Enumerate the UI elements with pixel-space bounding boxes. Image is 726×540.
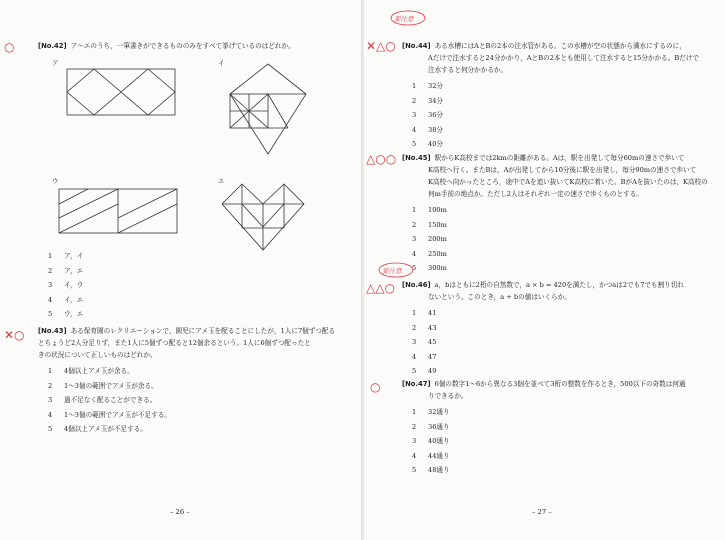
figure-e-diagram — [220, 182, 306, 252]
option-4[interactable]: 4 250m — [412, 249, 447, 258]
option-1[interactable]: 1 4個以上アメ玉が余る。 — [48, 367, 134, 375]
question-text-line-3: K高校へ向かったところ，途中でAを追い抜いてK高校に着いた。BがAを抜いたのは，K高校の — [428, 178, 708, 186]
option-4[interactable]: 4 イ，エ — [48, 295, 84, 304]
option-5[interactable]: 5 ウ，エ — [48, 310, 84, 319]
option-1[interactable]: 1 100m — [412, 206, 447, 214]
option-3[interactable]: 3 過不足なく配ることができる。 — [48, 396, 157, 405]
question-44 — [402, 40, 699, 152]
question-43 — [38, 325, 335, 437]
q45-handwritten-mark: △○○ — [366, 152, 397, 166]
option-4[interactable]: 4 44通り — [412, 451, 450, 460]
question-text-line-4: 何m手前の地点か。ただし2人はそれぞれ一定の速さで歩くものとする。 — [428, 190, 643, 198]
option-3[interactable]: 3 45 — [412, 338, 437, 347]
figure-label-u: ウ — [52, 177, 59, 185]
question-47 — [402, 378, 686, 478]
question-number: [No.42] — [38, 42, 67, 50]
handwritten-note-q46: 要注意 — [382, 267, 402, 275]
question-number: [No.45] — [402, 154, 431, 162]
option-4[interactable]: 4 1〜3個の範囲でアメ玉が不足する。 — [48, 410, 171, 419]
answer-options — [38, 249, 83, 322]
option-2[interactable]: 2 43 — [412, 323, 437, 332]
option-5[interactable]: 5 49 — [412, 367, 437, 376]
option-1[interactable]: 1 32通り — [412, 408, 450, 416]
answer-options — [402, 405, 686, 478]
figure-label-a: ア — [52, 59, 59, 67]
question-42 — [38, 40, 295, 52]
q43-handwritten-mark: ✕○ — [4, 328, 25, 342]
option-5[interactable]: 5 300m — [412, 264, 447, 273]
option-3[interactable]: 3 40通り — [412, 437, 450, 446]
option-2[interactable]: 2 1〜3個の範囲でアメ玉が余る。 — [48, 381, 158, 390]
answer-options — [402, 79, 699, 152]
option-4[interactable]: 4 38分 — [412, 125, 443, 134]
figure-u-diagram — [58, 188, 178, 234]
option-2[interactable]: 2 ア，エ — [48, 266, 84, 275]
answer-options — [38, 364, 335, 437]
question-text-line-2: ないという。このとき，a + bの値はいくらか。 — [428, 293, 571, 301]
page-number-right: – 27 – — [532, 508, 552, 516]
option-3[interactable]: 3 イ，ウ — [48, 281, 84, 290]
question-text-line-3: 注水すると何分かかるか。 — [428, 66, 508, 74]
q42-handwritten-mark: ○ — [4, 40, 15, 54]
option-1[interactable]: 1 32分 — [412, 82, 443, 90]
question-number: [No.47] — [402, 380, 431, 388]
question-text-line-2: K高校へ行く。またBは，Aが出発してから10分後に駅を出発し，毎分90mの速さで歩いて — [428, 166, 697, 174]
option-5[interactable]: 5 4個以上アメ玉が不足する。 — [48, 425, 147, 434]
left-page — [0, 0, 362, 540]
q44-handwritten-mark: ✕△○ — [366, 39, 396, 53]
answer-options — [402, 203, 708, 276]
handwritten-note-top: 要注意 — [394, 15, 414, 23]
right-page — [364, 0, 726, 540]
question-42-options — [38, 246, 83, 322]
question-text-line-2: とちょうど2人分足りず，また1人に5個ずつ配ると12個余るという。1人に6個ずつ配ったと — [38, 339, 311, 347]
question-text-line-2: りできるか。 — [428, 392, 468, 400]
figure-label-e: エ — [218, 177, 225, 185]
option-5[interactable]: 5 40分 — [412, 140, 443, 149]
option-2[interactable]: 2 150m — [412, 220, 447, 229]
question-46 — [402, 279, 684, 379]
note-circle-icon — [390, 10, 426, 26]
option-4[interactable]: 4 47 — [412, 352, 437, 361]
q46-handwritten-mark: △△○ — [366, 281, 395, 295]
question-number: [No.46] — [402, 281, 431, 289]
option-5[interactable]: 5 48通り — [412, 466, 450, 475]
option-3[interactable]: 3 200m — [412, 235, 447, 244]
figure-label-i: イ — [218, 59, 225, 67]
figure-i-diagram — [228, 62, 308, 156]
option-2[interactable]: 2 36通り — [412, 422, 450, 431]
option-1[interactable]: 1 ア，イ — [48, 252, 84, 260]
question-text-line-3: きの状況について正しいものはどれか。 — [38, 351, 157, 359]
option-2[interactable]: 2 34分 — [412, 96, 443, 105]
question-text-line-1: 6個の数字1〜6から異なる3個を並べて3桁の整数を作るとき，500以下の奇数は何通 — [434, 380, 686, 388]
question-text: ア〜エのうち，一筆書きができるもののみをすべて挙げているのはどれか。 — [70, 42, 295, 50]
question-text-line-1: ある水槽にはAとBの2本の注水管がある。この水槽が空の状態から満水にするのに， — [434, 42, 686, 50]
question-number: [No.44] — [402, 42, 431, 50]
question-text-line-1: ある保育園のレクリエーションで，園児にアメ玉を配ることにしたが，1人に7個ずつ配る — [70, 327, 336, 335]
question-text-line-1: a，bはともに2桁の自然数で，a × b = 420を満たし，かつaは2でも7でも割り切れ — [434, 281, 684, 289]
question-text-line-1: 駅からK高校までは2kmの距離がある。Aは，駅を出発して毎分60mの速さで歩いて — [434, 154, 685, 162]
q47-handwritten-mark: ○ — [370, 380, 381, 394]
note-circle-icon — [378, 262, 414, 278]
answer-options — [402, 306, 684, 379]
figure-a-diagram — [66, 68, 176, 116]
question-number: [No.43] — [38, 327, 67, 335]
question-45 — [402, 152, 708, 276]
question-text-line-2: Aだけで注水すると24分かかり，AとBの2本とも使用して注水すると15分かかる。Bだけで — [428, 54, 699, 62]
option-3[interactable]: 3 36分 — [412, 111, 443, 120]
option-1[interactable]: 1 41 — [412, 309, 437, 317]
page-number-left: – 26 – — [170, 508, 190, 516]
